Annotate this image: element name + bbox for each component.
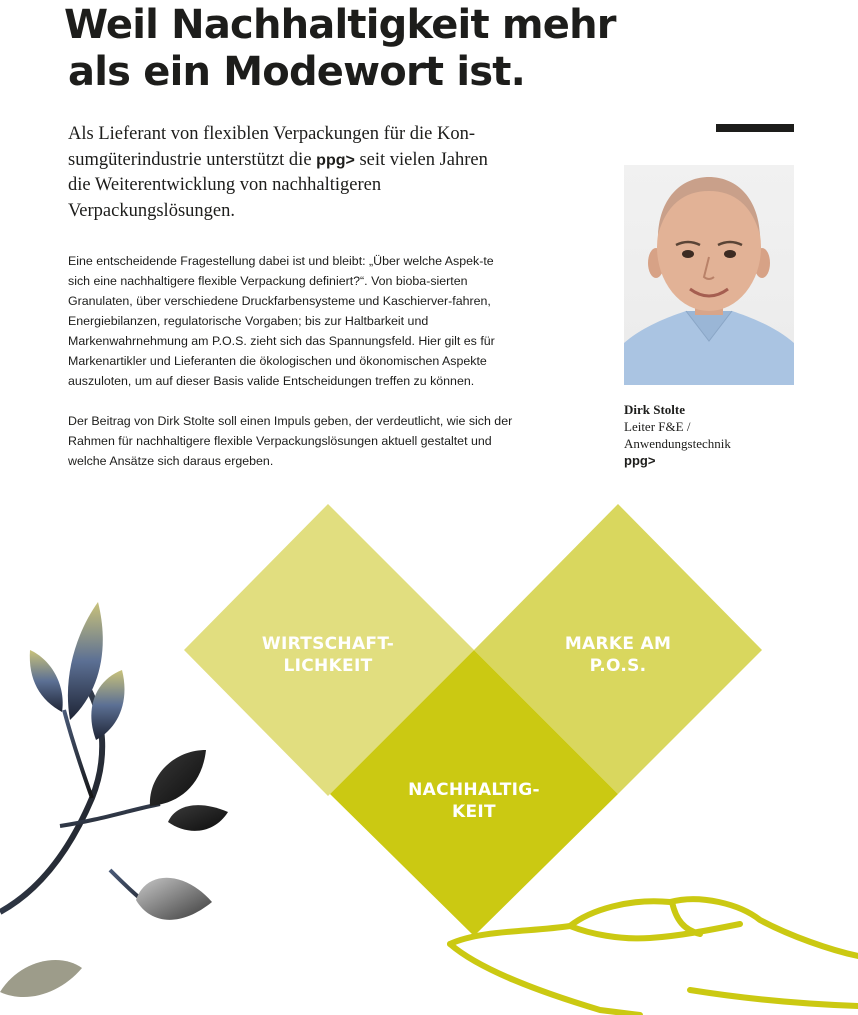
label-nachhaltigkeit-line-2: KEIT bbox=[452, 802, 496, 822]
plant-illustration bbox=[0, 590, 250, 1015]
body-paragraph-1: Eine entscheidende Fragestellung dabei ist und bleibt: „Über welche Aspek-te sich eine nachhaltigere flexible Verpackung definiert?“. Von bioba-sierten Granulaten, über verschiedene Druckfarbensysteme und Kaschierver-fahren, Energiebilanzen, regulatorische Vorgaben; bis zur Haltbarkeit und Markenwahrnehmung am P.O.S. zieht sich das Spannungsfeld. Hier gilt es für Markenartikler und Lieferanten die ökologischen und ökonomischen Aspekte auszuloten, um auf dieser Basis valide Entscheidungen treffen zu können. bbox=[68, 254, 495, 388]
portrait-caption bbox=[624, 401, 804, 469]
company-logo-text: ppg> bbox=[624, 453, 656, 468]
label-nachhaltigkeit bbox=[374, 779, 574, 823]
body-text bbox=[68, 251, 518, 491]
hand-illustration bbox=[440, 880, 858, 1015]
lead-brand: ppg> bbox=[316, 151, 355, 169]
label-marke-am-pos-line-1: MARKE AM bbox=[564, 634, 672, 654]
lead-paragraph bbox=[68, 122, 508, 224]
headline-line-2: als ein Modewort ist. bbox=[68, 49, 525, 95]
label-nachhaltigkeit-line-1: NACHHALTIG- bbox=[408, 780, 540, 800]
portrait-illustration bbox=[624, 165, 794, 385]
lead-text-start: Als Lieferant von flexiblen Verpackungen für die Kon-sumgüterindustrie unterstützt die bbox=[68, 124, 476, 170]
label-marke-am-pos bbox=[518, 633, 718, 677]
headline-line-1: Weil Nachhaltigkeit mehr bbox=[64, 2, 616, 48]
label-wirtschaftlichkeit-line-1: WIRTSCHAFT- bbox=[261, 634, 395, 654]
person-name: Dirk Stolte bbox=[624, 402, 686, 417]
headline bbox=[64, 2, 616, 96]
lead-text-end: seit vielen Jahren die Weiterentwicklung von nachhaltigeren Verpackungslösungen. bbox=[68, 149, 488, 221]
label-marke-am-pos-line-2: P.O.S. bbox=[589, 656, 647, 676]
label-wirtschaftlichkeit bbox=[228, 633, 428, 677]
body-paragraph-2: Der Beitrag von Dirk Stolte soll einen Impuls geben, der verdeutlicht, wie sich der Rahmen für nachhaltigere flexible Verpackungslösungen aktuell gestaltet und welche Ansätze sich daraus ergeben. bbox=[68, 414, 513, 468]
person-role-line-2: Anwendungstechnik bbox=[624, 436, 731, 451]
portrait-photo bbox=[624, 165, 794, 385]
accent-bar bbox=[716, 124, 794, 132]
person-role-line-1: Leiter F&E / bbox=[624, 419, 691, 434]
label-wirtschaftlichkeit-line-2: LICHKEIT bbox=[283, 656, 373, 676]
